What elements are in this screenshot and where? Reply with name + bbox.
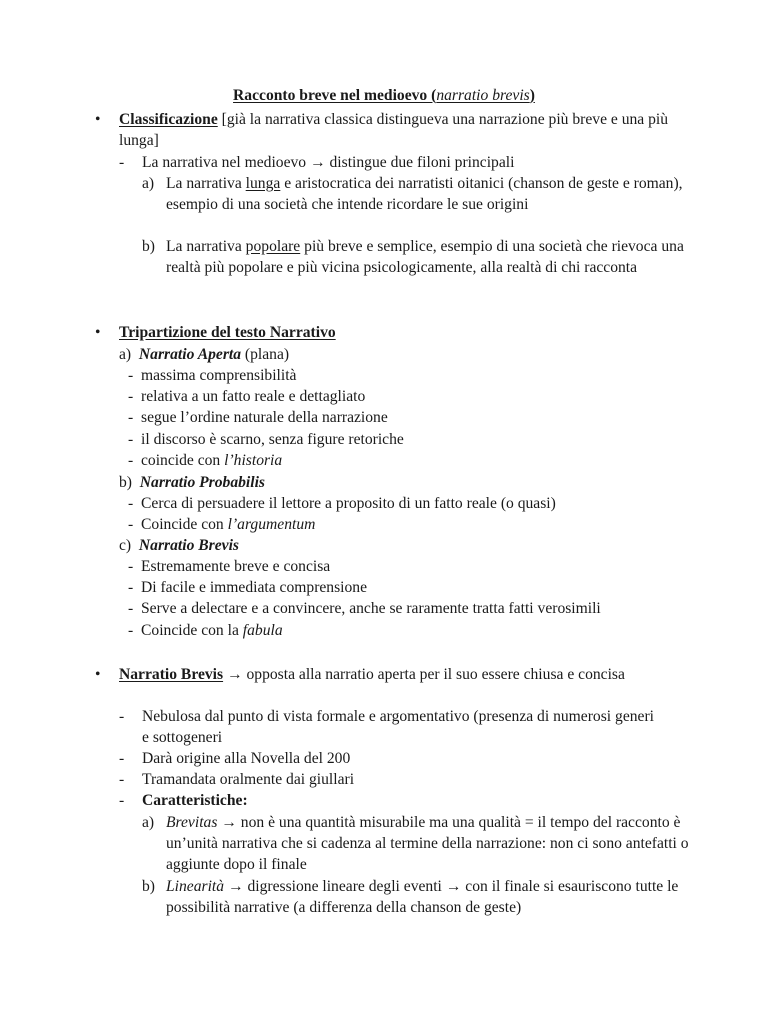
arrow-icon: → bbox=[227, 878, 244, 895]
list-item: La narrativa nel medioevo → distingue due filoni principali bbox=[142, 154, 515, 171]
list-item: Tramandata oralmente dai giullari bbox=[142, 771, 355, 788]
list-marker: a) bbox=[142, 814, 155, 831]
section-tripartizione: Tripartizione del testo Narrativo bbox=[119, 324, 336, 341]
list-item: - Serve a delectare e a convincere, anche se raramente tratta fatti verosimili bbox=[128, 600, 601, 618]
arrow-icon: → bbox=[445, 878, 462, 895]
dash-marker: - bbox=[119, 771, 125, 788]
dash-marker: - bbox=[119, 750, 125, 767]
list-marker: b) bbox=[142, 238, 155, 255]
list-item: Darà origine alla Novella del 200 bbox=[142, 750, 351, 767]
arrow-icon: → bbox=[221, 814, 237, 831]
list-item: b) Narratio Probabilis bbox=[119, 474, 265, 491]
list-item: c) Narratio Brevis bbox=[119, 537, 239, 554]
narratio-probabilis-list bbox=[128, 493, 556, 535]
list-item: - segue l’ordine naturale della narrazione bbox=[128, 409, 388, 427]
dash-marker: - bbox=[119, 792, 125, 809]
list-item: - Di facile e immediata comprensione bbox=[128, 579, 368, 597]
dash-marker: - bbox=[119, 708, 125, 725]
list-item: - Coincide con l’argumentum bbox=[128, 516, 316, 534]
list-item: - Cerca di persuadere il lettore a proposito di un fatto reale (o quasi) bbox=[128, 495, 556, 512]
list-item: Linearità → digressione lineare degli eventi → con il finale si esauriscono tutte le possibilità narrative (a differenza della chanson de geste) bbox=[166, 878, 679, 917]
list-item: Caratteristiche: bbox=[142, 792, 248, 809]
bullet: • bbox=[95, 666, 101, 683]
list-item: - il discorso è scarno, senza figure retoriche bbox=[128, 430, 404, 448]
list-item: - relativa a un fatto reale e dettagliato bbox=[128, 388, 366, 406]
list-marker: b) bbox=[142, 878, 155, 895]
list-item: La narrativa lunga e aristocratica dei narratisti oitanici (chanson de geste e roman), esempio di una società che intende ricordare le sue origini bbox=[166, 175, 683, 214]
arrow-icon: → bbox=[310, 154, 326, 171]
list-item: a) Narratio Aperta (plana) bbox=[119, 346, 290, 363]
bullet: • bbox=[95, 324, 101, 341]
list-item: - Estremamente breve e concisa bbox=[128, 558, 331, 575]
arrow-icon: → bbox=[226, 666, 243, 683]
list-marker: a) bbox=[142, 175, 155, 192]
page-title: Racconto breve nel medioevo (narratio brevis) bbox=[233, 87, 535, 104]
list-item: Nebulosa dal punto di vista formale e argomentativo (presenza di numerosi generi e sottogeneri bbox=[142, 708, 654, 747]
section-narratio-brevis: Narratio Brevis → opposta alla narratio aperta per il suo essere chiusa e concisa bbox=[119, 666, 625, 683]
list-item: La narrativa popolare più breve e semplice, esempio di una società che rievoca una realtà più popolare e più vicina psicologicamente, alla realtà di chi racconta bbox=[166, 238, 684, 277]
list-item: Brevitas → non è una quantità misurabile ma una qualità = il tempo del racconto è un’unità narrativa che si cadenza al termine della narrazione: non ci sono antefatti o aggiunte dopo il finale bbox=[166, 814, 689, 874]
list-item: - massima comprensibilità bbox=[128, 367, 297, 384]
list-item: - Coincide con la fabula bbox=[128, 621, 283, 639]
dash-marker: - bbox=[119, 154, 125, 171]
bullet: • bbox=[95, 111, 101, 128]
narratio-brevis-list bbox=[128, 556, 601, 641]
list-item: - coincide con l’historia bbox=[128, 451, 283, 469]
narratio-aperta-list bbox=[128, 365, 404, 471]
section-classificazione: Classificazione [già la narrativa classica distingueva una narrazione più breve e una più lunga] bbox=[119, 111, 669, 150]
